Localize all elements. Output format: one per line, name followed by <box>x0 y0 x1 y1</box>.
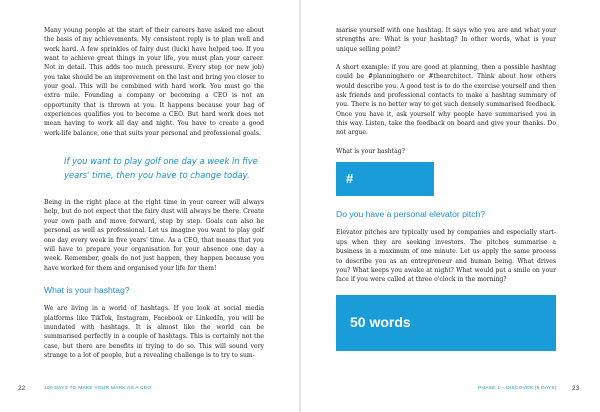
fifty-words-box: 50 words <box>336 295 556 351</box>
left-paragraph-3: We are living in a world of hashtags. If you look at social media platforms like TikTok, Instagram, Facebook or LinkedIn, you will be inundated with hashtags. It is almost like the world can be summarised perfectly in a couple of hashtags. This is certainly not the case, but there are benefits in trying to do so. This will sound very strange to a lot of people, but a revealing challenge is to try to sum- <box>44 305 264 359</box>
hashtag-prompt: What is your hashtag? <box>336 147 405 155</box>
left-page-text <box>44 26 264 369</box>
right-paragraph-3: Elevator pitches are typically used by companies and especially start-ups when they are seeking investors. The pitches summarise a business in a maximum of one minute. Let us apply the same process to describe you as an entrepreneur and human being. What drives you? What keeps you awake at night? What would put a smile on your face if you were called at three o'clock in the morning? <box>336 229 556 284</box>
left-paragraph-2: Being in the right place at the right time in your career will always help, but do not expect that the fairy dust will always be there. Create your own path and move forward, step by step. Goals can also be personal as well as professional. Let us imagine you want to play golf one day every week in five years' time. As a CEO, that means that you will have to prepare your organisation for your absence one day a week. Remember, goals do not just happen, they happen because you have worked for them and organised your life for them! <box>44 199 264 272</box>
left-running-footer: 100 DAYS TO MAKE YOUR MARK AS A CEO <box>44 386 152 391</box>
book-gutter <box>299 0 301 412</box>
right-paragraph-2: A short example: if you are good at planning, then a possible hashtag could be #planninghero or #thearchitect. Think about how others would describe you. A good test is to do the exercise yourself and then ask friends and professional contacts to make a hashtag summary of you. There is no better way to get such densely summarised feedback. Once you have it, ask yourself why people have summarised you in this way. Listen, take the feedback on board and give your thanks. Do not argue. <box>336 64 556 137</box>
right-running-footer: PHASE 1 – DISCOVER (5 DAYS) <box>478 386 557 391</box>
right-paragraph-1: marise yourself with one hashtag. It says who you are and what your strengths are. What is your hashtag? In other words, what is your unique selling point? <box>336 27 556 53</box>
section-heading-hashtag: What is your hashtag? <box>44 284 130 295</box>
right-page-number: 23 <box>572 385 580 392</box>
section-heading-elevator-pitch: Do you have a personal elevator pitch? <box>336 209 486 220</box>
hashtag-box: # <box>336 162 434 196</box>
left-page-number: 22 <box>18 385 26 392</box>
left-paragraph-1: Many young people at the start of their careers have asked me about the basis of my achievements. My consistent reply is to plan well and work hard. A few sprinkles of fairy dust (luck) have helped too. If you want to achieve great things in your life, you must plan your career. Not in detail. This adds too much pressure. Every step (or new job) you take should be an improvement on the last and bring you closer to your goal. This will be combined with hard work. You must go the extra mile. Founding a company or becoming a CEO is not an opportunity that is thrown at you. It happens because your bag of experiences qualifies you to become a CEO. But hard work does not mean having to work all day and night. You have to create a good work-life balance, one that suits your personal and professional goals. <box>44 27 264 137</box>
right-page-text <box>336 26 556 351</box>
pull-quote: If you want to play golf one day a week in five years' time, then you have to change today. <box>64 156 258 180</box>
